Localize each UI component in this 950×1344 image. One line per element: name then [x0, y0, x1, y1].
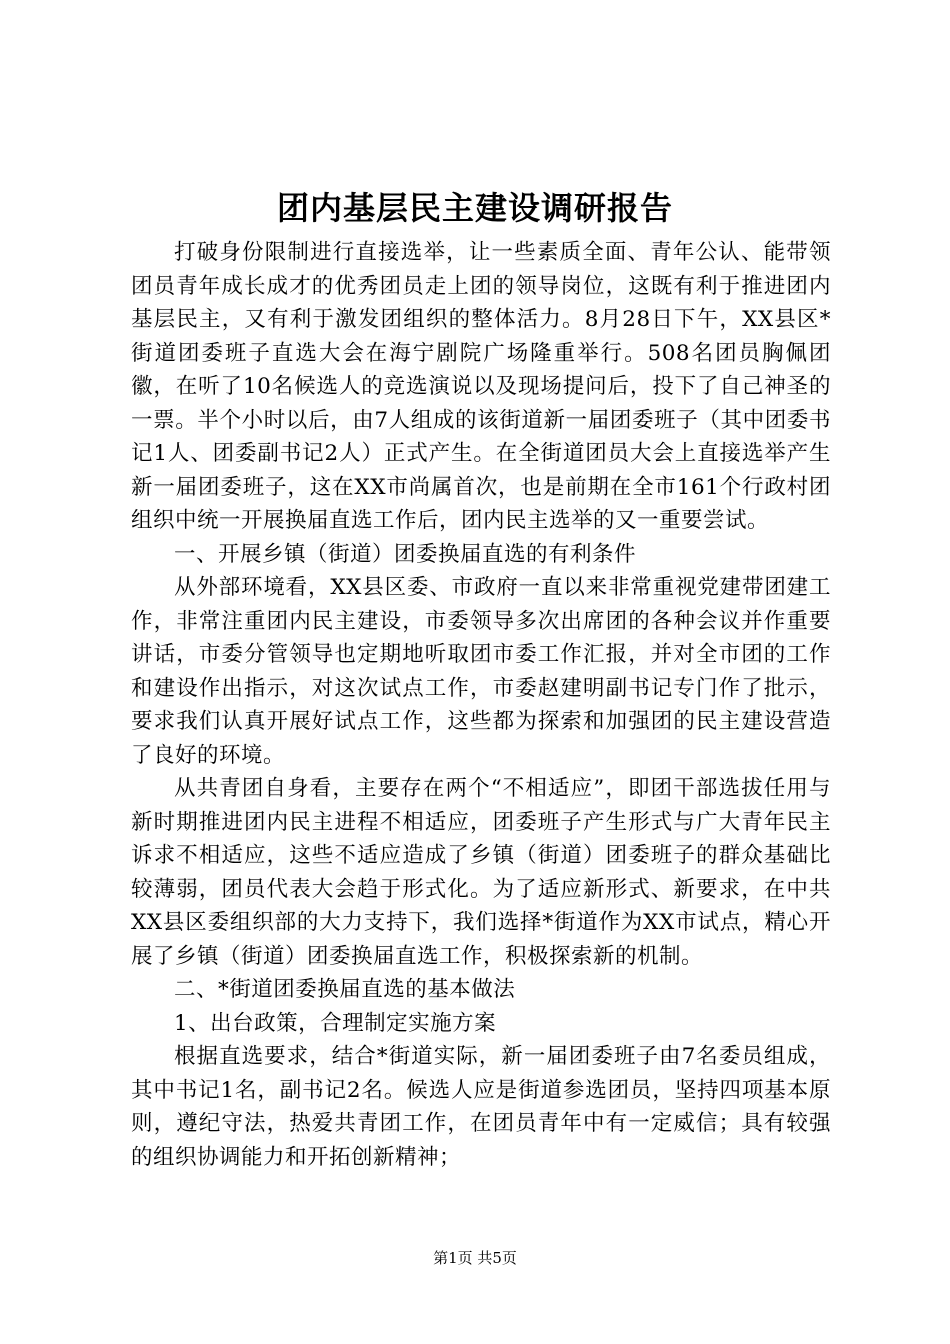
page-number-footer: 第1页 共5页: [433, 1249, 517, 1267]
paragraph-requirements: 根据直选要求，结合*街道实际，新一届团委班子由7名委员组成，其中书记1名，副书记2名。候选人应是街道参选团员，坚持四项基本原则，遵纪守法，热爱共青团工作，在团员青年中有一定威信；具有较强的组织协调能力和开拓创新精神；: [131, 1044, 831, 1170]
document-title: 团内基层民主建设调研报告: [276, 189, 673, 227]
paragraph-internal-situation: 从共青团自身看，主要存在两个“不相适应”，即团干部选拔任用与新时期推进团内民主进程不相适应，团委班子产生形式与广大青年民主诉求不相适应，这些不适应造成了乡镇（街道）团委班子的群众基础比较薄弱，团员代表大会趋于形式化。为了适应新形式、新要求，在中共XX县区委组织部的大力支持下，我们选择*街道作为XX市试点，精心开展了乡镇（街道）团委换届直选工作，积极探索新的机制。: [131, 776, 831, 969]
heading-subsection-1: 1、出台政策，合理制定实施方案: [174, 1010, 497, 1036]
paragraph-external-environment: 从外部环境看，XX县区委、市政府一直以来非常重视党建带团建工作，非常注重团内民主建设，市委领导多次出席团的各种会议并作重要讲话，市委分管领导也定期地听取团市委工作汇报，并对全市团的工作和建设作出指示，对这次试点工作，市委赵建明副书记专门作了批示，要求我们认真开展好试点工作，这些都为探索和加强团的民主建设营造了良好的环境。: [131, 575, 831, 768]
heading-section-2: 二、*街道团委换届直选的基本做法: [174, 977, 516, 1002]
heading-section-1: 一、开展乡镇（街道）团委换届直选的有利条件: [174, 541, 637, 567]
paragraph-intro: 打破身份限制进行直接选举，让一些素质全面、青年公认、能带领团员青年成长成才的优秀团员走上团的领导岗位，这既有利于推进团内基层民主，又有利于激发团组织的整体活力。8月28日下午，XX县区*街道团委班子直选大会在海宁剧院广场隆重举行。508名团员胸佩团徽，在听了10名候选人的竞选演说以及现场提问后，投下了自己神圣的一票。半个小时以后，由7人组成的该街道新一届团委班子（其中团委书记1人、团委副书记2人）正式产生。在全街道团员大会上直接选举产生新一届团委班子，这在XX市尚属首次，也是前期在全市161个行政村团组织中统一开展换届直选工作后，团内民主选举的又一重要尝试。: [131, 240, 831, 533]
document-body: [131, 236, 831, 1174]
